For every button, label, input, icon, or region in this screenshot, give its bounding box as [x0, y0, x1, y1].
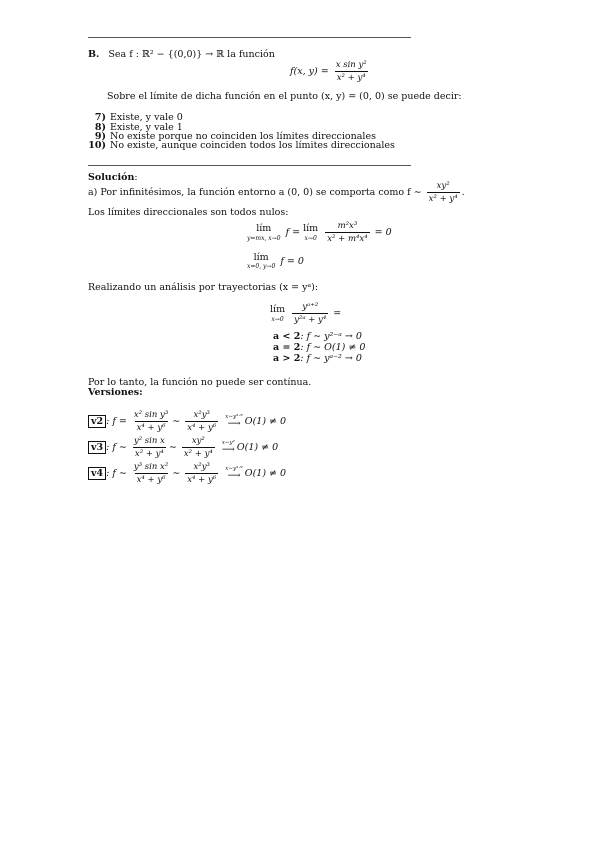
directional-text: Los límites direccionales son todos nulos:	[88, 207, 289, 218]
limit-word: lím	[270, 304, 286, 316]
version-tag: v4	[88, 467, 106, 480]
problem-label: B.	[88, 49, 100, 60]
limit-denominator: x² + m⁴x⁴	[327, 234, 368, 245]
case-a-greater-2	[273, 353, 362, 364]
option-number: 10)	[88, 140, 106, 151]
limit-word: lím	[256, 223, 272, 235]
version-fraction-2	[185, 410, 218, 433]
function-denominator: x² + y⁴	[336, 73, 366, 84]
conclusion-text: Por lo tanto, la función no puede ser contínua.	[88, 377, 312, 388]
limit-operator	[270, 304, 285, 323]
solution-heading-colon: :	[134, 172, 138, 183]
function-definition	[290, 60, 371, 83]
option-text: Existe, y vale 1	[110, 122, 183, 133]
version-fraction-1	[132, 436, 167, 459]
limit-trajectory	[270, 302, 341, 325]
limit-f: f =	[285, 227, 301, 239]
right-arrow-icon: ⟶	[227, 419, 241, 430]
version-result: O(1) ≠ 0	[244, 468, 287, 480]
versions-heading-text: Versiones:	[88, 387, 143, 398]
version-numerator-2: x²y³	[193, 410, 210, 420]
version-result: O(1) ≠ 0	[236, 442, 279, 454]
version-denominator-1: x² + y⁴	[134, 449, 164, 460]
version-mid: ∼	[172, 468, 181, 480]
limit-word: lím	[253, 252, 269, 263]
limit-fraction	[292, 302, 328, 325]
limit-fraction	[325, 221, 369, 244]
line-a-text: a) Por infinitésimos, la función entorno a (0, 0) se comporta como f ∼	[88, 187, 422, 199]
limit-directional-2	[247, 252, 304, 271]
version-denominator-2: x⁴ + y⁶	[187, 475, 217, 486]
version-arrow-label: x∼y²	[221, 439, 235, 446]
limit-result: = 0	[374, 227, 392, 239]
limit-subscript: x→0	[271, 315, 284, 323]
version-arrow	[225, 466, 243, 482]
function-lhs: f(x, y) =	[290, 66, 329, 78]
top-rule	[88, 37, 411, 38]
limit-equals: =	[333, 308, 342, 320]
version-arrow	[225, 414, 243, 430]
option-text: Existe, y vale 0	[110, 112, 183, 123]
limit-subscript: x=0, y→0	[247, 263, 276, 271]
version-denominator-1: x⁴ + y⁶	[136, 475, 166, 486]
version-fraction-2	[182, 436, 215, 459]
version-mid: ∼	[172, 416, 181, 428]
version-numerator-1: y² sin x	[133, 436, 165, 446]
version-fraction-1	[132, 462, 170, 485]
function-fraction	[334, 60, 369, 83]
right-arrow-icon: ⟶	[221, 445, 235, 456]
version-v4	[88, 462, 286, 485]
limit-directional-1	[247, 221, 392, 244]
option-text: No existe, aunque coinciden todos los límites direccionales	[110, 140, 395, 151]
versions-heading	[88, 387, 143, 398]
problem-intro-line	[88, 49, 275, 60]
limit-operator	[247, 252, 275, 271]
case-result: : f ∼ O(1) ≠ 0	[300, 342, 366, 353]
version-numerator-1: y³ sin x²	[133, 462, 169, 472]
version-fraction-1	[132, 410, 170, 433]
limit-denominator: y²ᵃ + y⁴	[294, 315, 327, 326]
limit-word: lím	[303, 223, 319, 235]
solution-heading-text: Solución	[88, 172, 135, 183]
limit-operator	[247, 223, 281, 242]
case-a-less-2	[273, 331, 362, 342]
trajectory-text: Realizando un análisis por trayectorias (x = yᵃ):	[88, 282, 319, 293]
limit-numerator: yᵃ⁺²	[302, 302, 319, 312]
option-number: 8)	[94, 122, 106, 133]
line-a-end: .	[461, 187, 465, 199]
limit-result: f = 0	[280, 255, 304, 267]
version-numerator-2: x²y³	[193, 462, 210, 472]
case-result: : f ∼ yᵃ⁻² → 0	[300, 353, 362, 364]
version-v3	[88, 436, 278, 459]
version-numerator-2: xy²	[191, 436, 205, 446]
version-fraction-2	[185, 462, 218, 485]
line-a-fraction	[427, 181, 460, 204]
version-v2	[88, 410, 286, 433]
version-denominator-2: x² + y⁴	[183, 449, 213, 460]
case-a-equal-2	[273, 342, 365, 353]
function-numerator: x sin y²	[335, 60, 367, 70]
case-result: : f ∼ y²⁻ᵃ → 0	[300, 331, 362, 342]
version-pre: : f =	[106, 416, 127, 428]
version-result: O(1) ≠ 0	[244, 416, 287, 428]
version-denominator-1: x⁴ + y⁶	[136, 423, 166, 434]
option-text: No existe porque no coinciden los límites direccionales	[110, 131, 376, 142]
case-condition: a = 2	[273, 342, 301, 353]
version-numerator-1: x² sin y³	[133, 410, 169, 420]
case-condition: a > 2	[273, 353, 301, 364]
limit-numerator: m²x³	[337, 221, 358, 231]
solution-line-a	[88, 181, 465, 204]
problem-intro: Sea f : ℝ² − {(0,0)} → ℝ la función	[108, 49, 275, 60]
limit-operator	[303, 223, 318, 242]
line-a-numerator: xy²	[436, 181, 450, 191]
version-tag: v2	[88, 415, 106, 428]
middle-rule	[88, 165, 411, 166]
case-condition: a < 2	[273, 331, 301, 342]
question-text: Sobre el límite de dicha función en el punto (x, y) = (0, 0) se puede decir:	[107, 91, 462, 102]
limit-subscript: x→0	[304, 234, 317, 242]
version-arrow-label: x∼y³ᐟ²	[225, 413, 243, 420]
version-pre: : f ∼	[106, 468, 127, 480]
version-pre: : f ∼	[106, 442, 127, 454]
line-a-denominator: x² + y⁴	[428, 194, 458, 205]
version-arrow	[222, 440, 235, 456]
option-10	[86, 140, 395, 151]
limit-subscript: y=mx, x→0	[247, 234, 281, 242]
version-mid: ∼	[168, 442, 177, 454]
version-tag: v3	[88, 441, 106, 454]
version-arrow-label: x∼y³ᐟ²	[225, 465, 243, 472]
right-arrow-icon: ⟶	[227, 471, 241, 482]
option-number: 9)	[94, 131, 106, 142]
option-number: 7)	[94, 112, 106, 123]
version-denominator-2: x⁴ + y⁶	[187, 423, 217, 434]
